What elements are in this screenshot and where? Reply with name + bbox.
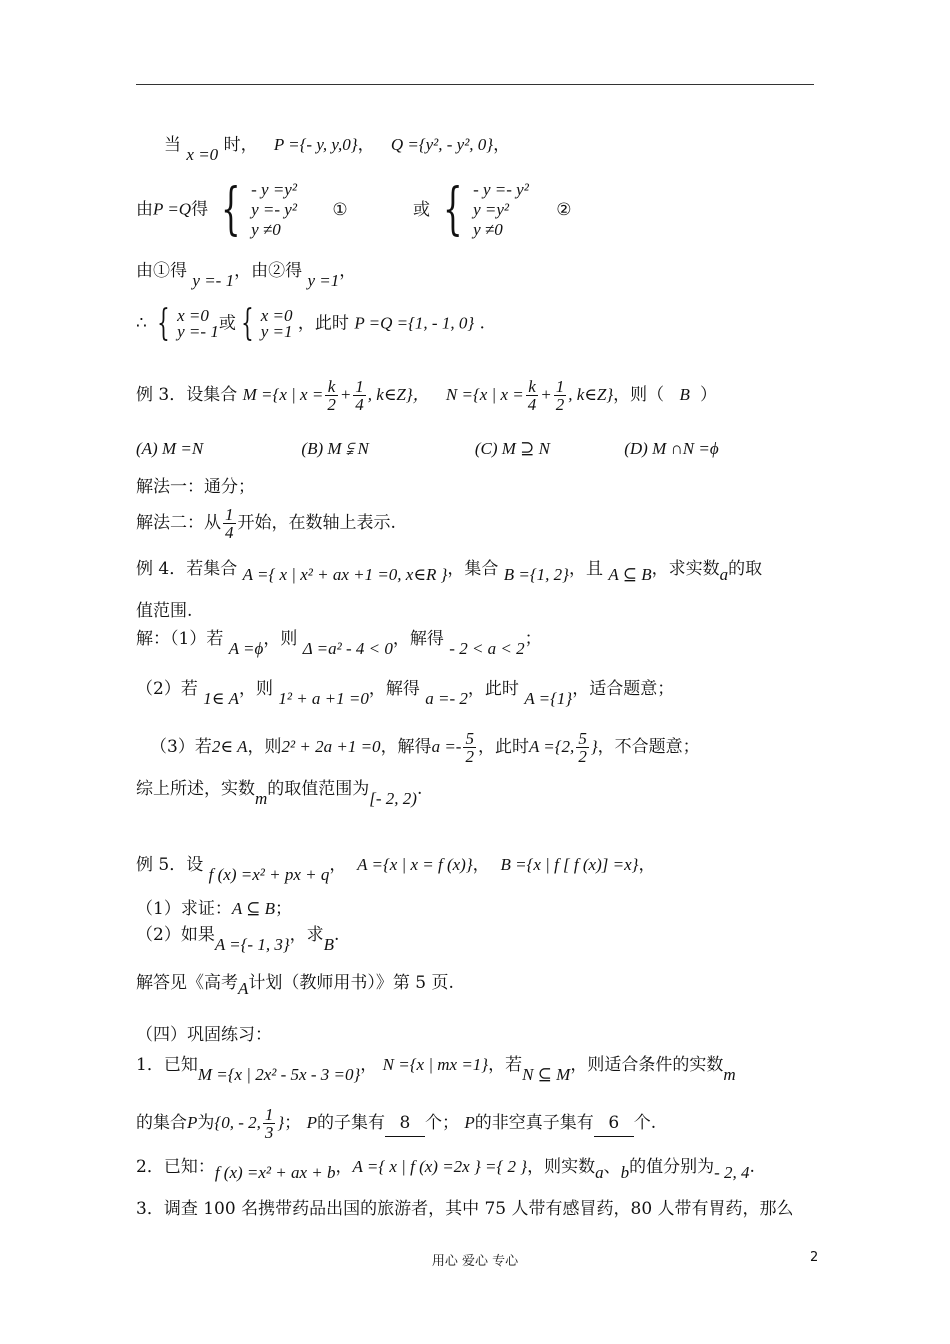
text: 由 (136, 199, 153, 220)
math: [- 2, 2) (369, 789, 417, 808)
math: y =1 (307, 271, 340, 290)
math: A ={x | x = f (x)} (357, 855, 473, 874)
punct: . (334, 925, 340, 945)
text: ，求 (289, 925, 324, 945)
punct: ； (275, 899, 293, 919)
line-therefore (136, 303, 485, 344)
example-3 (136, 378, 717, 413)
row: y ≠0 (473, 220, 503, 239)
text: ，若 (488, 1055, 523, 1075)
punct: . (416, 779, 423, 799)
brace-icon: { (221, 177, 242, 242)
text: 开始，在数轴上表示. (237, 513, 396, 533)
option-d: (D) M ∩N =ϕ (624, 439, 719, 458)
text: ，由②得 (234, 261, 303, 281)
line-results (136, 258, 357, 290)
den: 2 (465, 747, 474, 766)
pair-2 (261, 308, 293, 340)
math: 1∈ A (203, 689, 239, 708)
math: , k∈Z}， (367, 385, 430, 404)
brace-icon: { (443, 177, 464, 242)
den: 2 (555, 395, 565, 414)
text: 解答见《高考 (136, 973, 238, 993)
math: A =ϕ (228, 639, 264, 658)
example-4 (136, 556, 762, 582)
option-b: (B) M ⫋ N (301, 439, 369, 458)
math: P =Q ={1, - 1, 0} (354, 313, 475, 333)
punct: ； (284, 1113, 302, 1133)
row: y =- y² (251, 200, 297, 219)
row: y =- 1 (177, 322, 219, 341)
summary (136, 776, 423, 808)
punct: ， (638, 855, 656, 875)
math: b (620, 1163, 630, 1182)
punct: ， (329, 855, 347, 875)
text: 例 3．设集合 (136, 385, 238, 405)
text: ，不合题意； (597, 737, 700, 757)
text: 例 4．若集合 (136, 559, 238, 579)
example-5-part-2 (136, 922, 340, 954)
label-1: ① (332, 199, 348, 220)
math: N ={x | mx =1} (382, 1055, 489, 1074)
text: ； (524, 629, 542, 649)
den: 4 (527, 395, 537, 414)
math: A (238, 979, 249, 998)
answer: B (679, 385, 690, 404)
math: N ⊆ M (522, 1065, 571, 1084)
problem-1 (136, 1052, 736, 1084)
text: （2）若 (136, 679, 198, 699)
text: 的集合 (136, 1113, 187, 1133)
punct: ， (472, 855, 490, 875)
text: （1）求证： (136, 899, 232, 919)
text: ，则（ (613, 385, 665, 405)
system-1 (251, 180, 297, 240)
text: 得 (191, 199, 209, 220)
text: 或 (413, 199, 431, 220)
text: 个； (424, 1113, 459, 1133)
case-3 (150, 730, 700, 765)
fraction (576, 730, 589, 765)
math: B (323, 935, 335, 954)
punct: . (479, 313, 485, 334)
text: ，解得 (380, 737, 432, 757)
math: A ⊆ B (608, 565, 652, 584)
math: A ={2, (528, 737, 575, 756)
math: 1² + a +1 =0 (278, 689, 369, 708)
fraction (526, 378, 539, 413)
text: 计划（教师用书）》第 5 页. (248, 973, 454, 993)
math: f (x) =x² + ax + b (214, 1163, 336, 1182)
row: y ≠0 (251, 220, 281, 239)
math: + (339, 385, 352, 404)
problem-1-cont (136, 1106, 656, 1141)
math: M ={x | 2x² - 5x - 3 =0} (197, 1065, 361, 1084)
text: ，适合题意； (572, 679, 675, 699)
math: 2² + 2a +1 =0 (281, 737, 381, 756)
line-when-x-zero (164, 132, 511, 164)
num: 1 (355, 377, 364, 396)
math: B ={1, 2} (503, 565, 569, 584)
pair-1 (177, 308, 219, 340)
punct: ， (360, 1055, 378, 1075)
text: 1．已知 (136, 1055, 198, 1075)
math: - 2 < a < 2 (449, 639, 525, 658)
therefore-icon: ∴ (136, 313, 147, 334)
case-2 (136, 676, 675, 708)
text: ，求实数 (651, 559, 720, 579)
text: 综上所述，实数 (136, 779, 255, 799)
text: ，此时 (467, 679, 519, 699)
math: Q ={y², - y², 0} (390, 135, 494, 154)
num: 1 (225, 505, 234, 524)
text: ，此时 (297, 313, 349, 334)
math: } (277, 1113, 285, 1132)
text: 的子集有 (316, 1113, 385, 1133)
text: 个. (633, 1113, 657, 1133)
math: P (464, 1113, 475, 1132)
section-exercises: （四）巩固练习： (136, 1025, 272, 1045)
math: A ={ x | x² + ax +1 =0, x∈R } (242, 565, 448, 584)
math: m (255, 789, 268, 808)
text: ，集合 (447, 559, 499, 579)
math: P ={- y, y,0} (273, 135, 358, 154)
row: - y =- y² (473, 180, 529, 199)
math: P (306, 1113, 317, 1132)
math: M ={x | x = (242, 385, 324, 404)
math: A ⊆ B (231, 899, 276, 918)
system-2 (473, 180, 529, 240)
header-rule (136, 84, 814, 85)
math: a (595, 1163, 604, 1182)
num: 1 (264, 1105, 274, 1124)
row: y =1 (260, 322, 293, 341)
math: f (x) =x² + px + q (208, 865, 330, 884)
den: 4 (355, 395, 364, 414)
math: , k∈Z} (568, 385, 614, 404)
text: ） (699, 385, 717, 405)
option-a: (A) M =N (136, 439, 204, 458)
text: 时， (223, 135, 258, 155)
example-5 (136, 852, 656, 884)
math: P (187, 1113, 198, 1132)
example-5-part-1 (136, 896, 292, 922)
answer-blank: 8 (385, 1110, 425, 1137)
num: 5 (465, 729, 474, 748)
den: 4 (225, 523, 234, 542)
num: 1 (555, 377, 565, 396)
text: ，且 (568, 559, 603, 579)
page-number: 2 (810, 1250, 819, 1265)
fraction (353, 378, 366, 413)
num: k (325, 378, 338, 396)
row: x =0 (260, 306, 293, 325)
den: 3 (264, 1123, 274, 1142)
fraction (554, 378, 567, 413)
math: m (723, 1065, 736, 1084)
math: 2∈ A (211, 737, 248, 756)
punct: ， (493, 135, 511, 155)
brace-icon: { (157, 303, 170, 344)
solution-1: 解法一：通分； (136, 477, 255, 497)
row: y =y² (473, 200, 509, 219)
text: 解：（1）若 (136, 629, 224, 649)
row: - y =y² (251, 180, 297, 199)
punct: . (749, 1157, 755, 1177)
math: {0, - 2, (214, 1113, 261, 1132)
math: A ={- 1, 3} (214, 935, 290, 954)
math: P =Q (153, 199, 192, 219)
punct: ， (339, 261, 357, 281)
text: ，解得 (368, 679, 420, 699)
math: N ={x | x = (445, 385, 524, 404)
num: 5 (578, 729, 587, 748)
problem-2 (136, 1154, 755, 1180)
math: a (719, 565, 729, 584)
page-footer: 用心 爱心 专心 (431, 1254, 519, 1269)
text: 或 (218, 313, 236, 334)
num: k (526, 378, 539, 396)
solution-2 (136, 506, 396, 541)
text: 的值分别为 (629, 1157, 715, 1177)
den: 2 (327, 395, 336, 414)
text: 的非空真子集有 (474, 1113, 594, 1133)
case-1 (136, 626, 542, 658)
math: y =- 1 (192, 271, 235, 290)
fraction (463, 730, 476, 765)
fraction (223, 506, 236, 541)
text: ，此时 (477, 737, 529, 757)
text: 的取值范围为 (267, 779, 370, 799)
math: - 2, 4 (714, 1163, 750, 1182)
fraction (325, 378, 338, 413)
problem-3: 3．调查 100 名携带药品出国的旅游者，其中 75 人带有感冒药，80 人带有胃药，那么 (136, 1199, 794, 1219)
punct: ， (357, 135, 375, 155)
text: （3）若 (150, 737, 212, 757)
math: Δ =a² - 4 < 0 (302, 639, 393, 658)
text: 解法二：从 (136, 513, 221, 533)
math: A ={1} (524, 689, 573, 708)
text: ，则适合条件的实数 (570, 1055, 724, 1075)
text: 当 (164, 135, 181, 155)
text: ，则 (247, 737, 282, 757)
example-3-options (136, 436, 719, 462)
fraction (263, 1106, 276, 1141)
text: ，则实数 (527, 1157, 596, 1177)
text: 为 (197, 1113, 215, 1133)
text: ，则 (238, 679, 273, 699)
example-5-ref (136, 970, 454, 996)
punct: 、 (603, 1157, 621, 1177)
option-c: (C) M ⊇ N (474, 439, 550, 458)
math: a =- (431, 737, 462, 756)
label-2: ② (556, 199, 572, 220)
brace-icon: { (240, 303, 254, 344)
math: } (590, 737, 598, 756)
line-systems (136, 177, 572, 242)
math: a =- 2 (425, 689, 468, 708)
text: ，则 (263, 629, 298, 649)
text: 2．已知： (136, 1157, 215, 1177)
text: ，解得 (392, 629, 444, 649)
math: x =0 (186, 145, 219, 164)
math: B ={x | f [ f (x)] =x} (500, 855, 639, 874)
den: 2 (578, 747, 587, 766)
text: 例 5．设 (136, 855, 204, 875)
text: 由①得 (136, 261, 187, 281)
answer-blank: 6 (594, 1110, 634, 1137)
text: （2）如果 (136, 925, 215, 945)
math: + (540, 385, 552, 404)
example-4-cont: 值范围. (136, 601, 193, 621)
text: 的取 (728, 559, 763, 579)
punct: ， (335, 1157, 353, 1177)
math: A ={ x | f (x) =2x } ={ 2 } (352, 1157, 528, 1176)
row: x =0 (177, 306, 209, 325)
